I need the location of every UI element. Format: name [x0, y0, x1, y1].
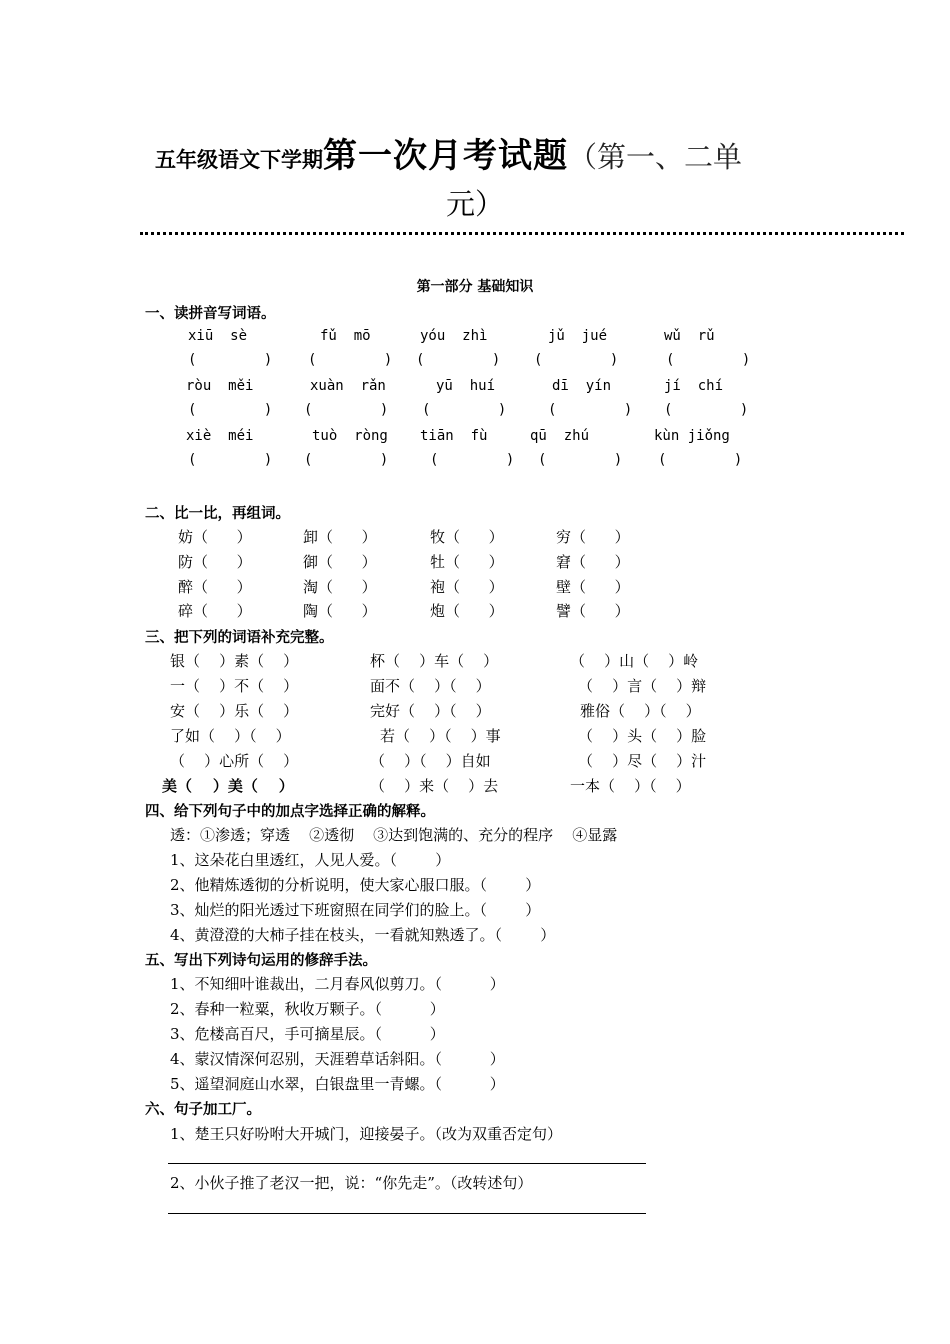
question-item[interactable]: 2、春种一粒粟，秋收万颗子。（ ）: [170, 1000, 445, 1018]
idiom-blank[interactable]: 一本（ ）（ ）: [570, 777, 691, 795]
word-group[interactable]: 御（ ）: [303, 553, 377, 571]
answer-blank[interactable]: ( ): [534, 352, 619, 368]
idiom-blank[interactable]: （ ）（ ）自如: [370, 752, 491, 770]
word-group[interactable]: 炮（ ）: [430, 602, 504, 620]
word-group[interactable]: 牧（ ）: [430, 528, 504, 546]
idiom-blank[interactable]: 若（ ）（ ）事: [380, 727, 501, 745]
answer-blank[interactable]: ( ): [664, 402, 749, 418]
answer-blank[interactable]: ( ): [666, 352, 751, 368]
idiom-blank[interactable]: 雅俗（ ）（ ）: [580, 702, 701, 720]
question-item[interactable]: 5、遥望洞庭山水翠，白银盘里一青螺。（ ）: [170, 1075, 505, 1093]
word-group[interactable]: 防（ ）: [178, 553, 252, 571]
question-item[interactable]: 3、灿烂的阳光透过下班窗照在同学们的脸上。（ ）: [170, 901, 541, 919]
answer-blank[interactable]: ( ): [188, 352, 273, 368]
answer-blank[interactable]: ( ): [416, 352, 501, 368]
word-group[interactable]: 碎（ ）: [178, 602, 252, 620]
pinyin: wǔ rǔ: [664, 328, 715, 344]
pinyin: jǔ jué: [548, 328, 608, 344]
pinyin: tuò ròng: [312, 428, 388, 444]
title-main: 第一次月考试题: [323, 136, 568, 176]
exam-title: [155, 128, 742, 177]
idiom-blank[interactable]: 面不（ ）（ ）: [370, 677, 491, 695]
pinyin: dī yín: [552, 378, 612, 394]
part-heading: 第一部分 基础知识: [416, 279, 534, 295]
word-group[interactable]: 壁（ ）: [556, 578, 630, 596]
question-item[interactable]: 2、他精炼透彻的分析说明，使大家心服口服。（ ）: [170, 876, 541, 894]
section-2-heading: 二、比一比，再组词。: [145, 506, 290, 522]
answer-blank[interactable]: ( ): [430, 452, 515, 468]
section-1-heading: 一、读拼音写词语。: [145, 306, 276, 322]
section-4-heading: 四、给下列句子中的加点字选择正确的解释。: [145, 804, 435, 820]
idiom-blank[interactable]: 一（ ）不（ ）: [170, 677, 299, 695]
idiom-blank[interactable]: （ ）言（ ）辩: [578, 677, 707, 695]
word-group[interactable]: 卸（ ）: [303, 528, 377, 546]
word-group[interactable]: 袍（ ）: [430, 578, 504, 596]
word-group[interactable]: 妨（ ）: [178, 528, 252, 546]
pinyin: jí chí: [664, 378, 724, 394]
answer-line[interactable]: [168, 1213, 646, 1214]
idiom-blank[interactable]: 安（ ）乐（ ）: [170, 702, 299, 720]
question-item[interactable]: 1、不知细叶谁裁出，二月春风似剪刀。（ ）: [170, 975, 505, 993]
pinyin: ròu měi: [186, 378, 254, 394]
idiom-blank[interactable]: 银（ ）素（ ）: [170, 652, 299, 670]
pinyin: kùn jiǒng: [654, 428, 730, 444]
idiom-blank[interactable]: （ ）山（ ）岭: [570, 652, 699, 670]
section-6-heading: 六、句子加工厂。: [145, 1102, 261, 1118]
question-item[interactable]: 1、这朵花白里透红，人见人爱。（ ）: [170, 851, 451, 869]
question-item[interactable]: 3、危楼高百尺，手可摘星辰。（ ）: [170, 1025, 445, 1043]
question-item: 1、楚王只好吩咐大开城门，迎接晏子。（改为双重否定句）: [170, 1125, 563, 1143]
idiom-blank[interactable]: （ ）尽（ ）汁: [578, 752, 707, 770]
meaning-options: 透：①渗透；穿透 ②透彻 ③达到饱满的、充分的程序 ④显露: [170, 826, 618, 844]
pinyin: xiè méi: [186, 428, 254, 444]
answer-blank[interactable]: ( ): [304, 402, 389, 418]
pinyin: fǔ mō: [320, 328, 371, 344]
pinyin: xiū sè: [188, 328, 248, 344]
idiom-blank[interactable]: （ ）心所（ ）: [170, 752, 299, 770]
idiom-blank[interactable]: （ ）头（ ）脸: [578, 727, 707, 745]
answer-blank[interactable]: ( ): [538, 452, 623, 468]
answer-blank[interactable]: ( ): [308, 352, 393, 368]
answer-blank[interactable]: ( ): [304, 452, 389, 468]
idiom-blank[interactable]: 了如（ ）（ ）: [170, 727, 291, 745]
idiom-blank[interactable]: 美（ ）美（ ）: [162, 777, 294, 795]
word-group[interactable]: 陶（ ）: [303, 602, 377, 620]
title-units-cont: 元）: [446, 187, 505, 221]
answer-blank[interactable]: ( ): [658, 452, 743, 468]
dotted-divider: [140, 232, 904, 235]
question-item[interactable]: 4、蒙汉情深何忍别，天涯碧草话斜阳。（ ）: [170, 1050, 505, 1068]
answer-blank[interactable]: ( ): [188, 402, 273, 418]
word-group[interactable]: 淘（ ）: [303, 578, 377, 596]
title-grade: 五年级语文下学期: [155, 148, 323, 172]
pinyin: qū zhú: [530, 428, 590, 444]
pinyin: tiān fù: [420, 428, 488, 444]
pinyin: yū huí: [436, 378, 496, 394]
answer-blank[interactable]: ( ): [548, 402, 633, 418]
answer-blank[interactable]: ( ): [422, 402, 507, 418]
answer-line[interactable]: [168, 1163, 646, 1164]
idiom-blank[interactable]: （ ）来（ ）去: [370, 777, 499, 795]
pinyin: yóu zhì: [420, 328, 488, 344]
word-group[interactable]: 穷（ ）: [556, 528, 630, 546]
question-item[interactable]: 4、黄澄澄的大柿子挂在枝头，一看就知熟透了。（ ）: [170, 926, 556, 944]
word-group[interactable]: 譬（ ）: [556, 602, 630, 620]
word-group[interactable]: 牡（ ）: [430, 553, 504, 571]
title-units: （第一、二单: [568, 140, 743, 174]
section-5-heading: 五、写出下列诗句运用的修辞手法。: [145, 953, 377, 969]
section-3-heading: 三、把下列的词语补充完整。: [145, 630, 334, 646]
pinyin: xuàn rǎn: [310, 378, 386, 394]
word-group[interactable]: 醉（ ）: [178, 578, 252, 596]
idiom-blank[interactable]: 杯（ ）车（ ）: [370, 652, 499, 670]
word-group[interactable]: 窘（ ）: [556, 553, 630, 571]
answer-blank[interactable]: ( ): [188, 452, 273, 468]
idiom-blank[interactable]: 完好（ ）（ ）: [370, 702, 491, 720]
question-item: 2、小伙子推了老汉一把，说：“你先走”。（改转述句）: [170, 1174, 533, 1192]
